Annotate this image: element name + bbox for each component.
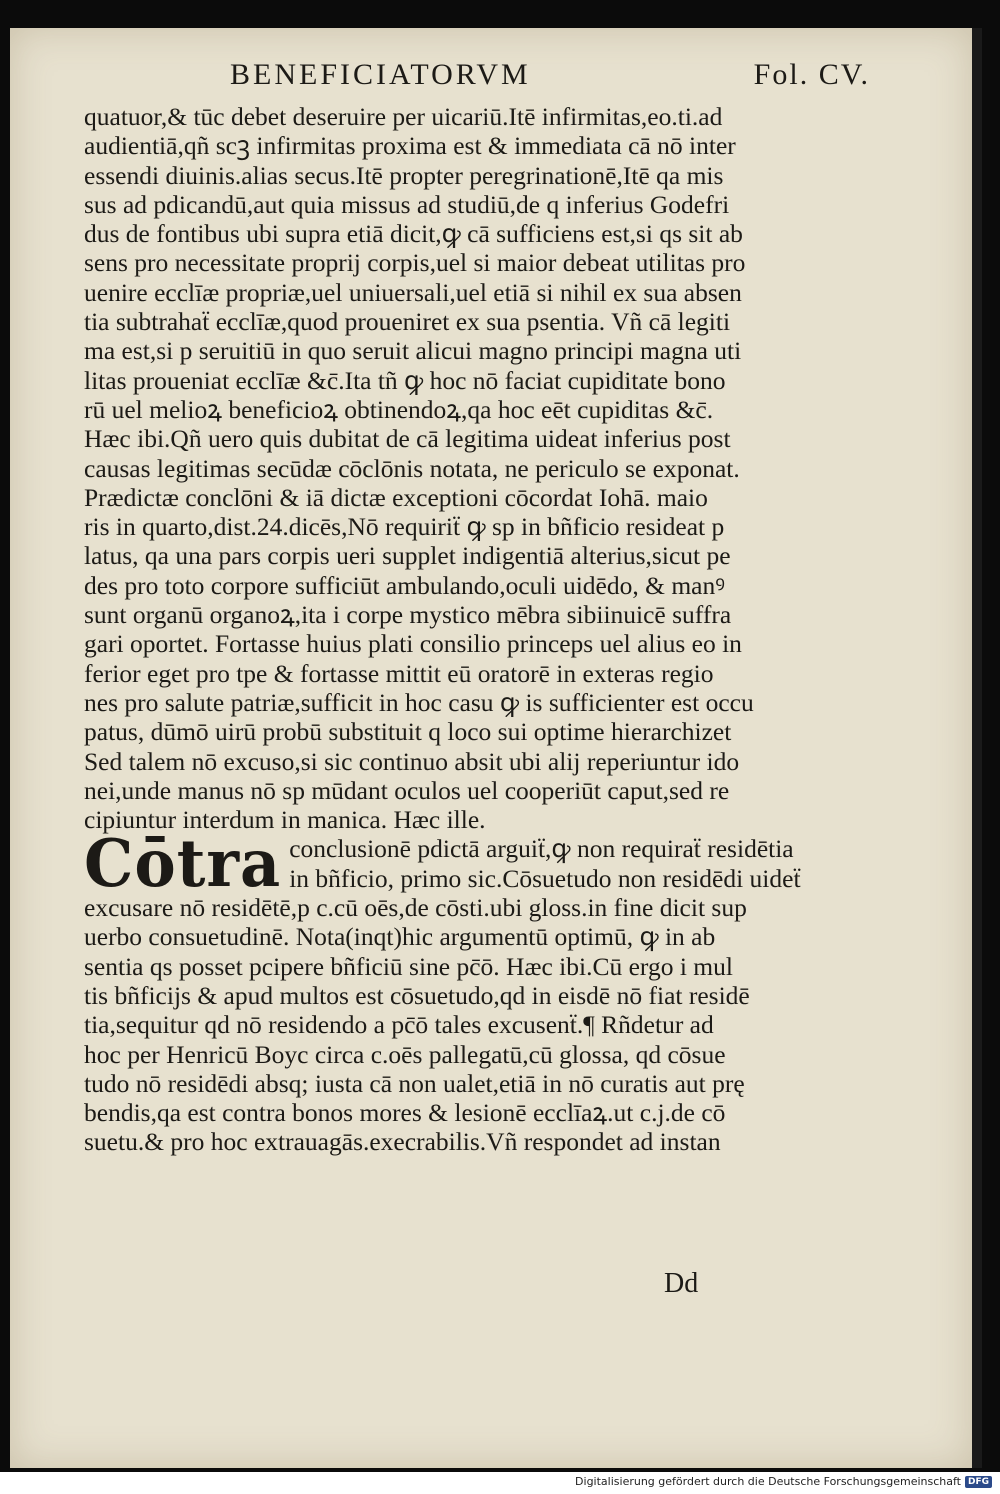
text-line: bendis,qa est contra bonos mores & lesionē ecclīaꝝ.ut c.j.de cō	[84, 1098, 726, 1128]
text-line: suetu.& pro hoc extrauagās.execrabilis.Vñ respondet ad instan	[84, 1127, 721, 1157]
page-edge	[972, 28, 982, 1468]
text-line: sunt organū organoꝝ,ita i corpe mystico mēbra sibiinuicē suffra	[84, 600, 732, 630]
text-line: uerbo consuetudinē. Nota(inqt)hic argumentū optimū, ꝙ in ab	[84, 922, 716, 952]
text-line: gari oportet. Fortasse huius plati consilio princeps uel alius eo in	[84, 629, 742, 659]
text-line: conclusionē pdictā arguiẗ,ꝙ non requiraẗ residētia	[289, 834, 794, 864]
text-line: sentia qs posset pcipere bñficiū sine pc̄ō. Hæc ibi.Cū ergo i mul	[84, 951, 733, 981]
text-line: latus, qa una pars corpis ueri supplet indigentiā alterius,sicut pe	[84, 541, 731, 571]
body-paragraph	[84, 102, 854, 834]
folio-number: Fol. CV.	[753, 58, 870, 91]
text-line: audientiā,qñ scꝫ infirmitas proxima est & immediata cā nō inter	[84, 131, 736, 161]
text-line: patus, dūmō uirū probū substituit q loco sui optime hierarchizet	[84, 717, 732, 747]
decorated-initial: Cōtra	[84, 825, 282, 903]
text-line: sens pro necessitate proprij corpis,uel si maior debeat utilitas pro	[84, 248, 746, 278]
text-line: sus ad pdicandū,aut quia missus ad studiū,de q inferius Godefri	[84, 189, 730, 219]
text-line: dus de fontibus ubi supra etiā dicit,ꝙ cā sufficiens est,si qs sit ab	[84, 219, 743, 249]
dfg-logo: DFG	[965, 1476, 992, 1488]
footer-credit: Digitalisierung gefördert durch die Deutsche Forschungsgemeinschaft	[575, 1475, 961, 1488]
text-line: Hæc ibi.Qñ uero quis dubitat de cā legitima uideat inferius post	[84, 424, 731, 454]
text-line: ferior eget pro tpe & fortasse mittit eū oratorē in exteras regio	[84, 658, 714, 688]
main-text-block	[84, 102, 854, 1157]
running-head	[230, 58, 870, 92]
text-line: ris in quarto,dist.24.dicēs,Nō requiriẗ ꝙ sp in bñficio resideat p	[84, 512, 725, 542]
text-line: quatuor,& tūc debet deseruire per uicariū.Itē infirmitas,eo.ti.ad	[84, 102, 723, 131]
text-line: Prædictæ conclōni & iā dictæ exceptioni cōcordat Iohā. maio	[84, 482, 708, 512]
text-line: rū uel melioꝝ beneficioꝝ obtinendoꝝ,qa hoc eēt cupiditas &c̄.	[84, 394, 714, 424]
text-line: tis bñficijs & apud multos est cōsuetudo,qd in eisdē nō fiat residē	[84, 980, 750, 1010]
section-paragraph	[84, 893, 854, 1157]
text-line: Sed talem nō excuso,si sic continuo absit ubi alij reperiuntur ido	[84, 746, 740, 776]
text-line: essendi diuinis.alias secus.Itē propter peregrinationē,Itē qa mis	[84, 160, 724, 190]
text-line: ma est,si p seruitiū in quo seruit alicui magno principi magna uti	[84, 336, 742, 366]
text-line: tudo nō residēdi absq; iusta cā non ualet,etiā in nō curatis aut prę	[84, 1068, 745, 1098]
text-line: cipiuntur interdum in manica. Hæc ille.	[84, 805, 486, 835]
signature-mark: Dd	[664, 1268, 699, 1299]
text-line: causas legitimas secūdæ cōclōnis notata, ne periculo se exponat.	[84, 453, 740, 483]
digitization-footer	[575, 1475, 992, 1488]
text-line: des pro toto corpore sufficiūt ambulando,oculi uidēdo, & manꝰ	[84, 570, 725, 600]
text-line: uenire ecclīæ propriæ,uel uniuersali,uel etiā si nihil ex sua absen	[84, 277, 742, 307]
text-line: excusare nō residētē,p c.cū oēs,de cōsti.ubi gloss.in fine dicit sup	[84, 893, 747, 923]
running-title: BENEFICIATORVM	[230, 58, 531, 91]
text-line: in bñficio, primo sic.Cōsuetudo non residēdi uideẗ	[289, 863, 801, 893]
text-line: litas proueniat ecclīæ &c̄.Ita tñ ꝙ hoc nō faciat cupiditate bono	[84, 365, 726, 395]
text-line: tia,sequitur qd nō residendo a pc̄ō tales excusenẗ.¶ Rñdetur ad	[84, 1010, 714, 1040]
text-line: nei,unde manus nō sp mūdant oculos uel cooperiūt caput,sed re	[84, 775, 730, 805]
text-line: nes pro salute patriæ,sufficit in hoc casu ꝙ is sufficienter est occu	[84, 687, 754, 717]
initial-section	[84, 825, 854, 903]
text-line: hoc per Henricū Boyc circa c.oēs pallegatū,cū glossa, qd cōsue	[84, 1039, 726, 1069]
initial-adjacent-lines	[289, 834, 854, 893]
text-line: tia subtrahaẗ ecclīæ,quod proueniret ex sua psentia. Vñ cā legiti	[84, 307, 731, 337]
